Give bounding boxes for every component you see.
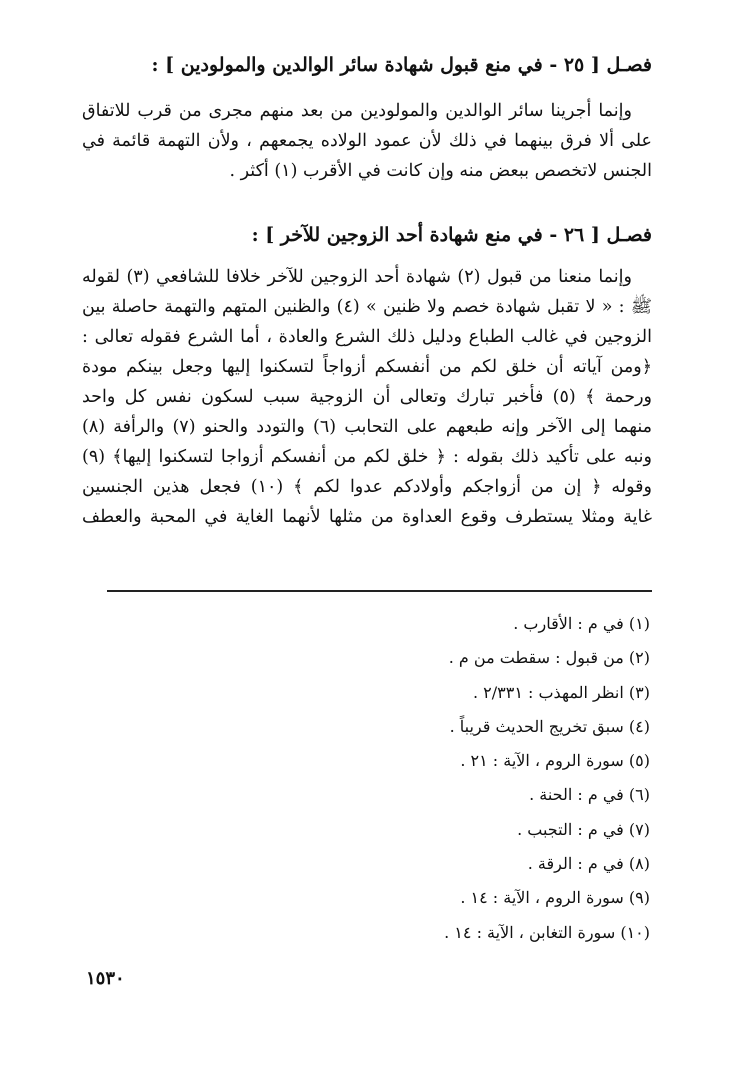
page-number: ١٥٣٠ bbox=[86, 968, 125, 989]
section-26-heading: فصـل [ ٢٦ - في منع شهادة أحد الزوجين للآخر ] : bbox=[251, 224, 652, 246]
paragraph-line: على ألا فرق بينهما في ذلك لأن عمود الولاده يجمعهم ، ولأن التهمة قائمة في bbox=[82, 131, 652, 151]
footnote-item: (٦) في م : الحنة . bbox=[529, 785, 650, 805]
paragraph-line: ﴿ومن آياته أن خلق لكم من أنفسكم أزواجاً لتسكنوا إليها وجعل بينكم مودة bbox=[82, 357, 652, 377]
paragraph-line: وإنما أجرينا سائر الوالدين والمولودين من بعد منهم مجرى من قرب للاتفاق bbox=[82, 101, 632, 121]
footnote-item: (٨) في م : الرقة . bbox=[527, 854, 650, 874]
footnote-item: (٧) في م : التجبب . bbox=[517, 819, 650, 839]
section-25-paragraph bbox=[82, 96, 652, 186]
footnote-item: (٥) سورة الروم ، الآية : ٢١ . bbox=[460, 751, 650, 771]
footnote-item: (٤) سبق تخريج الحديث قريباً . bbox=[449, 716, 650, 736]
paragraph-line: منهما إلى الآخر وإنه طبعهم على التحابب (٦) والتودد والحنو (٧) والرأفة (٨) bbox=[82, 417, 652, 437]
paragraph-line: غاية ومثلا يستطرف وقوع العداوة من مثلها لأنهما الغاية في المحبة والعطف bbox=[82, 507, 652, 527]
footnote-item: (٢) من قبول : سقطت من م . bbox=[448, 648, 650, 668]
footnote-item: (١٠) سورة التغابن ، الآية : ١٤ . bbox=[444, 922, 650, 942]
paragraph-line: ورحمة ﴾ (٥) فأخبر تبارك وتعالى أن الزوجية سبب لسكون نفس كل واحد bbox=[82, 387, 652, 407]
footnotes-list bbox=[444, 607, 650, 950]
section-26-paragraph bbox=[82, 262, 652, 532]
paragraph-line: ونبه على تأكيد ذلك بقوله : ﴿ خلق لكم من أنفسكم أزواجا لتسكنوا إليها﴾ (٩) bbox=[82, 447, 652, 467]
paragraph-line: الجنس لاتخصص ببعض منه وإن كانت في الأقرب (١) أكثر . bbox=[229, 161, 652, 181]
paragraph-line: الزوجين في غالب الطباع ودليل ذلك الشرع والعادة ، أما الشرع فقوله تعالى : bbox=[82, 327, 652, 347]
footnote-item: (٩) سورة الروم ، الآية : ١٤ . bbox=[460, 888, 650, 908]
footnote-separator bbox=[107, 590, 652, 592]
footnote-item: (١) في م : الأقارب . bbox=[513, 614, 650, 633]
footnote-item: (٣) انظر المهذب : ٢/٣٣١ . bbox=[472, 682, 650, 702]
paragraph-line: وقوله ﴿ إن من أزواجكم وأولادكم عدوا لكم ﴾ (١٠) فجعل هذين الجنسين bbox=[82, 477, 652, 497]
section-25-heading: فصـل [ ٢٥ - في منع قبول شهادة سائر الوالدين والمولودين ] : bbox=[151, 54, 652, 76]
paragraph-line: ﷺ : « لا تقبل شهادة خصم ولا ظنين » (٤) والظنين المتهم والتهمة حاصلة بين bbox=[82, 297, 652, 317]
paragraph-line: وإنما منعنا من قبول (٢) شهادة أحد الزوجين للآخر خلافا للشافعي (٣) لقوله bbox=[82, 267, 632, 287]
